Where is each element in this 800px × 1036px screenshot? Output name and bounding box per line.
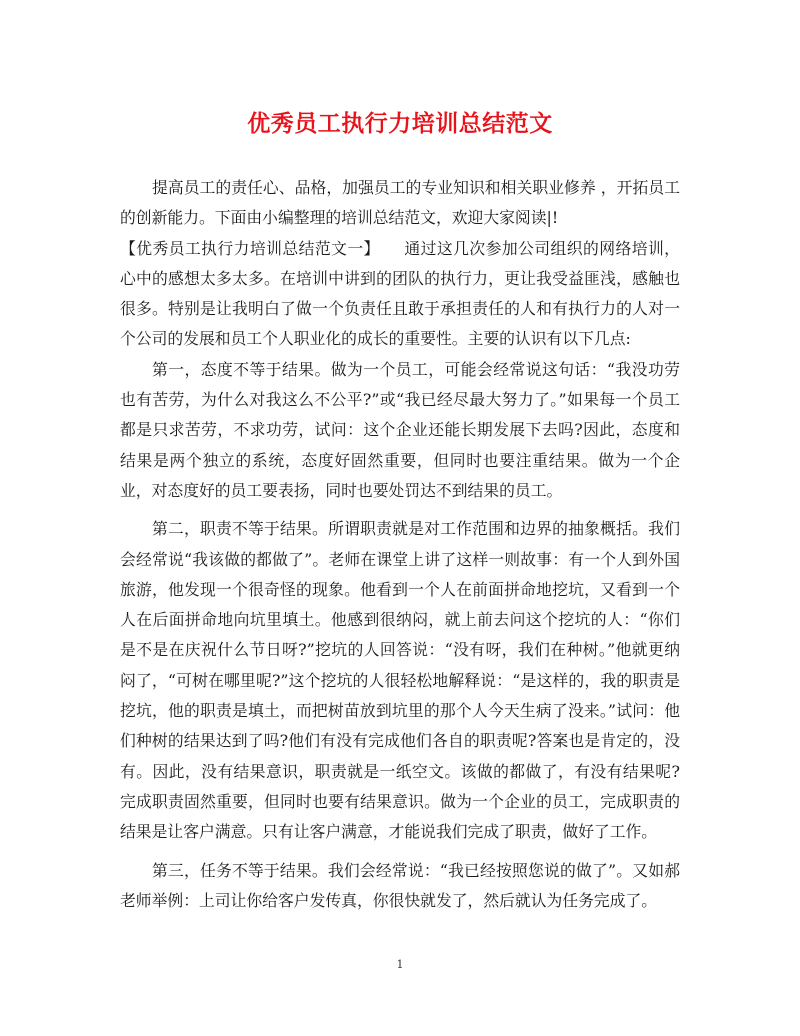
section-intro: 通过这几次参加公司组织的网络培训，心中的感想太多太多。在培训中讲到的团队的执行力，更让我受益匪浅，感触也很多。特别是让我明白了做一个负责任且敢于承担责任的人和有执行力的人对一个公司的发展和员工个人职业化的成长的重要性。主要的认识有以下几点: bbox=[120, 238, 680, 349]
paragraph-3: 第三，任务不等于结果。我们会经常说：“我已经按照您说的做了”。又如郝老师举例：上司让你给客户发传真，你很快就发了，然后就认为任务完成了。 bbox=[120, 860, 680, 910]
section-heading: 【优秀员工执行力培训总结范文一】 bbox=[120, 238, 372, 258]
page-number: 1 bbox=[396, 958, 404, 971]
document-title: 优秀员工执行力培训总结范文 bbox=[247, 110, 553, 137]
paragraph-2: 第二，职责不等于结果。所谓职责就是对工作范围和边界的抽象概括。我们会经常说“我该做的都做了”。老师在课堂上讲了这样一则故事：有一个人到外国旅游，他发现一个很奇怪的现象。他看到一个人在前面拼命地挖坑，又看到一个人在后面拼命地向坑里填土。他感到很纳闷，就上前去问这个挖坑的人：“你们是不是在庆祝什么节日呀?”挖坑的人回答说：“没有呀，我们在种树。”他就更纳闷了，“可树在哪里呢?”这个挖坑的人很轻松地解释说：“是这样的，我的职责是挖坑，他的职责是填土，而把树苗放到坑里的那个人今天生病了没来。”试问：他们种树的结果达到了吗?他们有没有完成他们各自的职责呢?答案也是肯定的，没有。因此，没有结果意识，职责就是一纸空文。该做的都做了，有没有结果呢?完成职责固然重要，但同时也要有结果意识。做为一个企业的员工，完成职责的结果是让客户满意。只有让客户满意，才能说我们完成了职责，做好了工作。 bbox=[120, 519, 680, 842]
document-body bbox=[120, 173, 680, 916]
intro-paragraph: 提高员工的责任心、品格，加强员工的专业知识和相关职业修养 ，开拓员工的创新能力。下面由小编整理的培训总结范文，欢迎大家阅读|! bbox=[120, 178, 680, 228]
section-spacer bbox=[372, 239, 404, 258]
paragraph-1: 第一，态度不等于结果。做为一个员工，可能会经常说这句话：“我没功劳也有苦劳，为什么对我这么不公平?”或“我已经尽最大努力了。”如果每一个员工都是只求苦劳，不求功劳，试问：这个企业还能长期发展下去吗?因此，态度和结果是两个独立的系统，态度好固然重要，但同时也要注重结果。做为一个企业，对态度好的员工要表扬，同时也要处罚达不到结果的员工。 bbox=[120, 359, 680, 500]
section-paragraph bbox=[120, 234, 680, 355]
